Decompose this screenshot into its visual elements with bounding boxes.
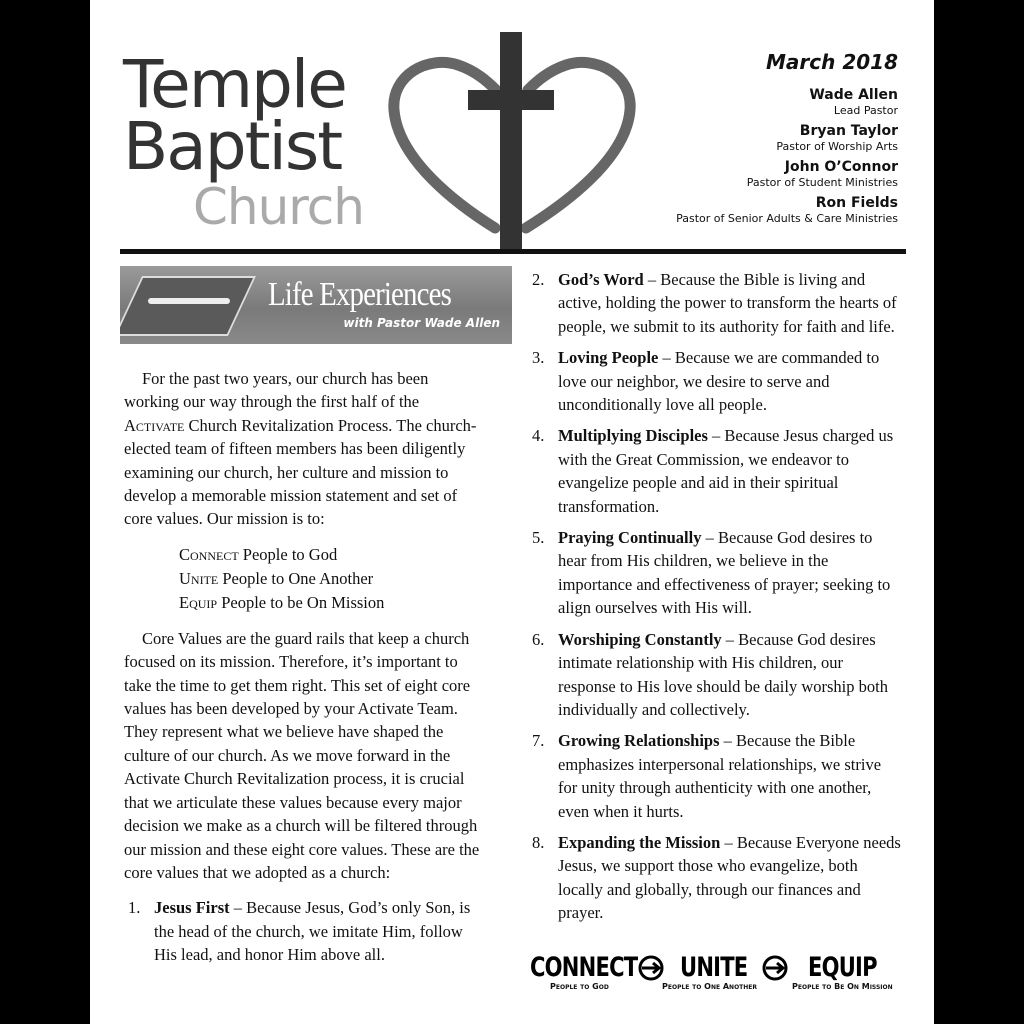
article-right-column <box>528 268 904 933</box>
core-value-item: 1. Jesus First – Because Jesus, God’s only Son, is the head of the church, we imitate Him, follow His lead, and honor Him above all. <box>128 898 471 965</box>
staff-name: John O’Connor <box>784 159 898 175</box>
book-icon <box>120 276 256 336</box>
footer-sub-unite: People to One Another <box>662 982 757 991</box>
logo-word-church: Church <box>193 178 364 236</box>
staff-name: Ron Fields <box>815 195 898 211</box>
staff-name: Bryan Taylor <box>799 123 898 139</box>
staff-role: Lead Pastor <box>833 104 898 117</box>
staff-role: Pastor of Senior Adults & Care Ministries <box>676 212 898 225</box>
pen-icon <box>148 298 230 304</box>
banner-title: Life Experiences <box>268 276 451 313</box>
core-value-item: 2. God’s Word – Because the Bible is living and active, holding the power to transform the hearts of people, we submit to its authority for faith and life. <box>532 270 897 336</box>
column-banner <box>120 266 512 344</box>
core-value-item: 4. Multiplying Disciples – Because Jesus charged us with the Great Commission, we endeavor to evangelize people and aid in their spiritual transformation. <box>532 426 894 516</box>
logo-word-baptist: Baptist <box>123 108 342 185</box>
footer-word-connect: CONNECT <box>530 952 638 983</box>
footer-word-unite: UNITE <box>680 952 748 983</box>
intro-paragraph: For the past two years, our church has been working our way through the first half of the Activate Church Revitalization Process. The church-elected team of fifteen members has been diligently examining our church, her culture and mission to develop a memorable mission statement and set of core values. Our mission is to: <box>124 369 477 529</box>
staff-directory <box>676 50 898 230</box>
mission-line: Unite People to One Another <box>179 568 374 588</box>
article-left-column <box>124 367 482 975</box>
footer-word-equip: EQUIP <box>808 952 877 983</box>
mission-footer-logo <box>530 952 908 994</box>
mission-statement <box>179 543 482 615</box>
arrow-right-icon <box>638 955 668 981</box>
arrow-right-icon <box>762 955 792 981</box>
core-value-item: 7. Growing Relationships – Because the Bible emphasizes interpersonal relationships, we strive for unity through authenticity with one another, even when it hurts. <box>532 731 882 821</box>
mission-line: Connect People to God <box>179 544 338 564</box>
newsletter-page <box>90 0 934 1024</box>
banner-subtitle: with Pastor Wade Allen <box>343 316 500 330</box>
heart-cross-icon <box>388 30 638 252</box>
header-divider <box>120 249 906 254</box>
staff-role: Pastor of Student Ministries <box>746 176 898 189</box>
core-value-item: 6. Worshiping Constantly – Because God desires intimate relationship with His children, our response to His love should be daily worship both individually and collectively. <box>532 629 888 719</box>
core-value-item: 5. Praying Continually – Because God desires to hear from His children, we believe in the importance and effectiveness of prayer; seeking to align ourselves with His will. <box>532 528 891 618</box>
core-values-paragraph: Core Values are the guard rails that keep a church focused on its mission. Therefore, it’s important to take the time to get them right. This set of eight core values has been developed by your Activate Team. They represent what we believe have shaped the culture of our church. As we move forward in the Activate Church Revitalization process, it is crucial that we articulate these values because every major decision we make as a church will be filtered through our mission and these eight core values. These are the core values that we adopted as a church: <box>124 628 480 882</box>
logo-word-temple: Temple <box>123 46 346 123</box>
staff-name: Wade Allen <box>809 87 898 103</box>
staff-role: Pastor of Worship Arts <box>776 140 898 153</box>
mission-line: Equip People to be On Mission <box>179 592 385 612</box>
core-value-item: 3. Loving People – Because we are commanded to love our neighbor, we desire to serve and unconditionally love all people. <box>532 348 880 415</box>
issue-date: March 2018 <box>766 50 898 74</box>
core-value-item: 8. Expanding the Mission – Because Everyone needs Jesus, we support those who evangelize, both locally and globally, through our finances and prayer. <box>532 832 901 923</box>
footer-sub-connect: People to God <box>550 982 609 991</box>
footer-sub-equip: People to Be On Mission <box>792 982 893 991</box>
